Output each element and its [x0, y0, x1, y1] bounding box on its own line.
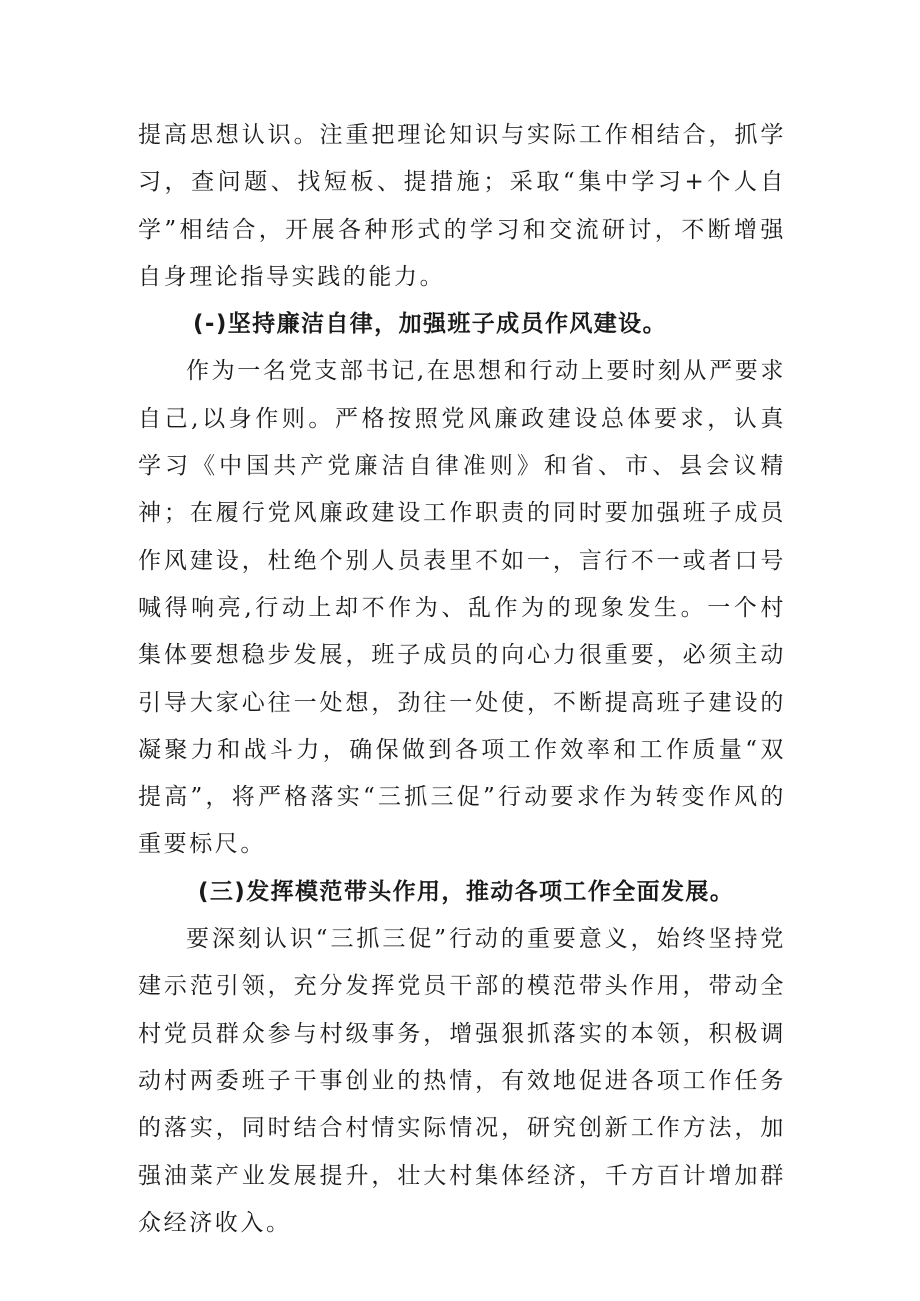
paragraph-continued: 提高思想认识。注重把理论知识与实际工作相结合，抓学习，查问题、找短板、提措施；采取“集中学习+个人自学”相结合，开展各种形式的学习和交流研讨，不断增强自身理论指导实践的能力。: [138, 122, 786, 290]
paragraph-section-2: 作为一名党支部书记,在思想和行动上要时刻从严要求自己,以身作则。严格按照党风廉政建设总体要求，认真学习《中国共产党廉洁自律准则》和省、市、县会议精神；在履行党风廉政建设工作职责的同时要加强班子成员作风建设，杜绝个别人员表里不如一，言行不一或者口号喊得响亮,行动上却不作为、乱作为的现象发生。一个村集体要想稳步发展，班子成员的向心力很重要，必须主动引导大家心往一处想，劲往一处使，不断提高班子建设的凝聚力和战斗力，确保做到各项工作效率和工作质量“双提高”，将严格落实“三抓三促”行动要求作为转变作风的重要标尺。: [138, 358, 786, 858]
document-page: [138, 112, 786, 1247]
paragraph-section-3: 要深刻认识“三抓三促”行动的重要意义，始终坚持党建示范引领，充分发挥党员干部的模范带头作用，带动全村党员群众参与村级事务，增强狠抓落实的本领，积极调动村两委班子干事创业的热情，有效地促进各项工作任务的落实，同时结合村情实际情况，研究创新工作方法，加强油菜产业发展提升，壮大村集体经济，千方百计增加群众经济收入。: [138, 926, 786, 1236]
section-heading-3: (三)发挥模范带头作用，推动各项工作全面发展。: [198, 878, 735, 905]
section-heading-2: (-)坚持廉洁自律，加强班子成员作风建设。: [193, 311, 667, 338]
